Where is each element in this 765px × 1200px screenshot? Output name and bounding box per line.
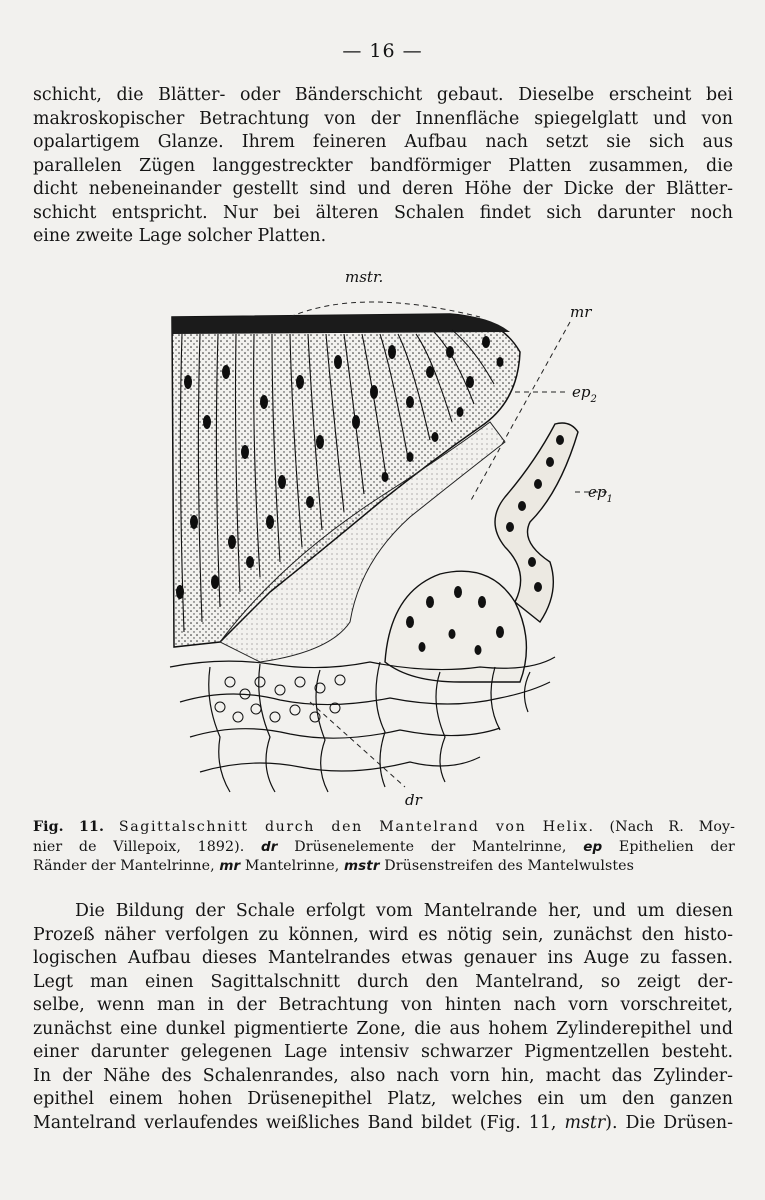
label-ep1 (588, 483, 613, 505)
caption-abbr-ep: ep (583, 838, 603, 855)
page-number: — 16 — (342, 40, 423, 62)
caption-abbr-mstr: mstr (343, 858, 380, 875)
caption-title: Sagittalschnitt durch den Mantelrand von Helix. (118, 819, 595, 835)
label-ep2-sub: 2 (590, 394, 597, 405)
figure-caption (33, 818, 735, 877)
caption-line (33, 818, 735, 838)
caption-source-cont: nier de Villepoix, 1892). (33, 838, 245, 855)
figure-reference-mstr: mstr (564, 1112, 606, 1133)
text-line: In der Nähe des Schalenrandes, also nach vorn hin, macht das Zylinder- (33, 1065, 733, 1086)
text-line: parallelen Zügen langgestreckter bandförmiger Platten zusammen, die (33, 155, 733, 176)
text-line: schicht entspricht. Nur bei älteren Schalen findet sich darunter noch (33, 202, 733, 223)
text-line: epithel einem hohen Drüsenepithel Platz, welches ein um den ganzen (33, 1089, 733, 1109)
caption-source: (Nach R. Moy- (609, 819, 735, 835)
caption-ep-text: Epithelien der (618, 838, 735, 855)
text-line: selbe, wenn man in der Betrachtung von hinten nach vorn vorschreitet, (33, 995, 733, 1015)
label-mr: mr (570, 303, 592, 321)
text-line: Prozeß näher verfolgen zu können, wird es nötig sein, zunächst den histo- (33, 924, 733, 945)
gland-cells (215, 675, 345, 722)
top-paragraph (33, 84, 733, 249)
caption-figure-number: Fig. 11. (33, 819, 105, 835)
caption-dr-text: Drüsenelemente der Mantelrinne, (294, 838, 567, 855)
text-line: Legt man einen Sagittalschnitt durch den Mantelrand, so zeigt der- (33, 971, 733, 992)
last-line-end: ). Die Drüsen- (605, 1112, 733, 1133)
caption-abbr-mr: mr (219, 858, 241, 875)
last-line-text: Mantelrand verlaufendes weißliches Band bildet (Fig. 11, (33, 1112, 557, 1133)
caption-line (33, 838, 735, 858)
text-line: makroskopischer Betrachtung von der Innenfläche spiegelglatt und von (33, 108, 733, 129)
caption-ep-text-cont: Ränder der Mantelrinne, (33, 858, 215, 875)
caption-abbr-dr: dr (261, 838, 278, 855)
text-line: eine zweite Lage solcher Platten. (33, 226, 327, 246)
text-line: zunächst eine dunkel pigmentierte Zone, die aus hohem Zylinderepithel und (33, 1018, 733, 1039)
text-line: Die Bildung der Schale erfolgt vom Mantelrande her, und um diesen (75, 901, 733, 921)
histology-drawing (160, 262, 613, 809)
figure-11-illustration (160, 262, 613, 809)
label-ep2 (572, 383, 597, 405)
label-ep1-sub: 1 (606, 494, 613, 505)
text-line: schicht, die Blätter- oder Bänderschicht gebaut. Dieselbe erscheint bei (33, 85, 733, 105)
bottom-paragraph (33, 900, 733, 1135)
caption-mstr-text: Drüsenstreifen des Mantelwulstes (384, 858, 635, 875)
label-ep2-main: ep (572, 383, 591, 401)
label-mstr: mstr. (345, 268, 384, 286)
text-line: opalartigem Glanze. Ihrem feineren Aufbau nach setzt sie sich aus (33, 132, 733, 152)
text-line: dicht nebeneinander gestellt sind und deren Höhe der Dicke der Blätter- (33, 179, 733, 199)
label-ep1-main: ep (588, 483, 607, 501)
text-line (33, 1112, 733, 1136)
text-line: logischen Aufbau dieses Mantelrandes etwas genauer ins Auge zu fassen. (33, 948, 733, 968)
caption-mr-text: Mantelrinne, (244, 858, 340, 875)
label-dr: dr (405, 791, 422, 809)
caption-line (33, 857, 735, 877)
text-line: einer darunter gelegenen Lage intensiv schwarzer Pigmentzellen besteht. (33, 1042, 733, 1062)
